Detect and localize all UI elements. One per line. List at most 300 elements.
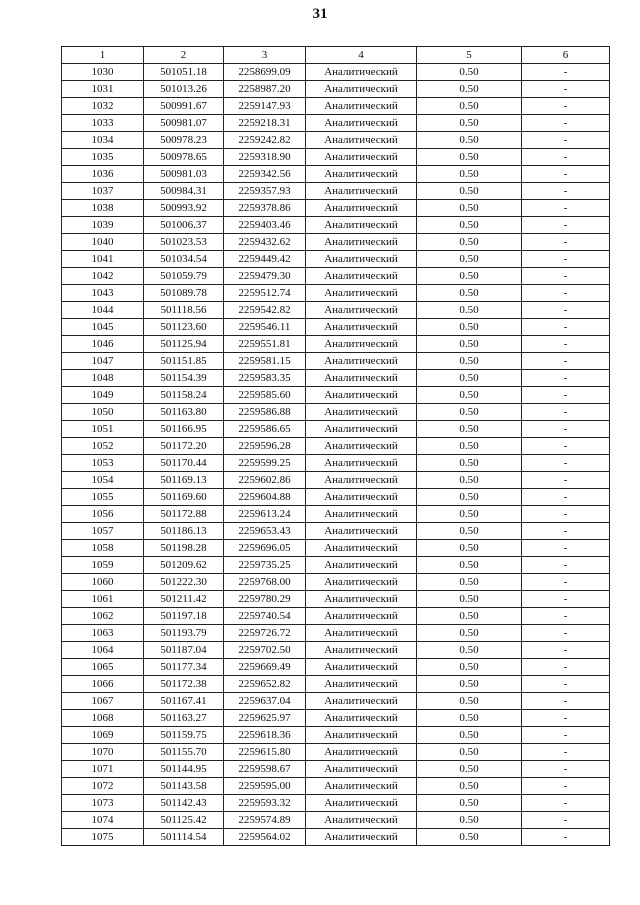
- cell-y-coordinate: 2259378.86: [224, 200, 306, 217]
- cell-x-coordinate: 501177.34: [144, 659, 224, 676]
- cell-x-coordinate: 501123.60: [144, 319, 224, 336]
- cell-y-coordinate: 2259615.80: [224, 744, 306, 761]
- cell-y-coordinate: 2259581.15: [224, 353, 306, 370]
- cell-note: -: [522, 98, 610, 115]
- table-row: [62, 778, 610, 795]
- cell-method: Аналитический: [306, 285, 417, 302]
- table-row: [62, 98, 610, 115]
- cell-note: -: [522, 693, 610, 710]
- table-row: [62, 285, 610, 302]
- cell-y-coordinate: 2259604.88: [224, 489, 306, 506]
- cell-point-number: 1044: [62, 302, 144, 319]
- table-row: [62, 693, 610, 710]
- cell-y-coordinate: 2259596.28: [224, 438, 306, 455]
- cell-x-coordinate: 501172.20: [144, 438, 224, 455]
- table-row: [62, 268, 610, 285]
- cell-y-coordinate: 2259147.93: [224, 98, 306, 115]
- cell-accuracy: 0.50: [417, 472, 522, 489]
- cell-x-coordinate: 501125.42: [144, 812, 224, 829]
- cell-accuracy: 0.50: [417, 183, 522, 200]
- table-row: [62, 540, 610, 557]
- cell-note: -: [522, 200, 610, 217]
- cell-note: -: [522, 285, 610, 302]
- cell-method: Аналитический: [306, 761, 417, 778]
- cell-note: -: [522, 166, 610, 183]
- cell-point-number: 1051: [62, 421, 144, 438]
- cell-point-number: 1043: [62, 285, 144, 302]
- cell-note: -: [522, 64, 610, 81]
- table-row: [62, 829, 610, 846]
- cell-note: -: [522, 676, 610, 693]
- cell-method: Аналитический: [306, 540, 417, 557]
- cell-note: -: [522, 149, 610, 166]
- table-row: [62, 591, 610, 608]
- cell-point-number: 1030: [62, 64, 144, 81]
- cell-x-coordinate: 500991.67: [144, 98, 224, 115]
- cell-point-number: 1068: [62, 710, 144, 727]
- table-row: [62, 64, 610, 81]
- cell-y-coordinate: 2259768.00: [224, 574, 306, 591]
- cell-accuracy: 0.50: [417, 693, 522, 710]
- cell-x-coordinate: 501170.44: [144, 455, 224, 472]
- cell-x-coordinate: 501172.38: [144, 676, 224, 693]
- cell-accuracy: 0.50: [417, 217, 522, 234]
- cell-point-number: 1058: [62, 540, 144, 557]
- cell-y-coordinate: 2259357.93: [224, 183, 306, 200]
- cell-note: -: [522, 795, 610, 812]
- table-row: [62, 574, 610, 591]
- cell-note: -: [522, 812, 610, 829]
- cell-y-coordinate: 2259403.46: [224, 217, 306, 234]
- cell-x-coordinate: 501154.39: [144, 370, 224, 387]
- table-row: [62, 744, 610, 761]
- cell-x-coordinate: 501163.27: [144, 710, 224, 727]
- table-row: [62, 234, 610, 251]
- cell-accuracy: 0.50: [417, 574, 522, 591]
- cell-accuracy: 0.50: [417, 795, 522, 812]
- cell-y-coordinate: 2259696.05: [224, 540, 306, 557]
- cell-method: Аналитический: [306, 523, 417, 540]
- table-row: [62, 217, 610, 234]
- cell-note: -: [522, 438, 610, 455]
- cell-x-coordinate: 501197.18: [144, 608, 224, 625]
- cell-y-coordinate: 2259242.82: [224, 132, 306, 149]
- cell-note: -: [522, 608, 610, 625]
- cell-accuracy: 0.50: [417, 64, 522, 81]
- cell-y-coordinate: 2259583.35: [224, 370, 306, 387]
- cell-x-coordinate: 501143.58: [144, 778, 224, 795]
- cell-method: Аналитический: [306, 251, 417, 268]
- cell-accuracy: 0.50: [417, 370, 522, 387]
- cell-note: -: [522, 574, 610, 591]
- header-row: [62, 47, 610, 64]
- cell-point-number: 1062: [62, 608, 144, 625]
- cell-x-coordinate: 501222.30: [144, 574, 224, 591]
- cell-accuracy: 0.50: [417, 98, 522, 115]
- cell-y-coordinate: 2259599.25: [224, 455, 306, 472]
- cell-note: -: [522, 302, 610, 319]
- cell-method: Аналитический: [306, 795, 417, 812]
- table-row: [62, 166, 610, 183]
- cell-x-coordinate: 501089.78: [144, 285, 224, 302]
- table-row: [62, 319, 610, 336]
- cell-y-coordinate: 2259318.90: [224, 149, 306, 166]
- cell-accuracy: 0.50: [417, 455, 522, 472]
- cell-x-coordinate: 501159.75: [144, 727, 224, 744]
- column-header-6: 6: [522, 47, 610, 64]
- cell-y-coordinate: 2259551.81: [224, 336, 306, 353]
- cell-method: Аналитический: [306, 234, 417, 251]
- table-row: [62, 642, 610, 659]
- cell-accuracy: 0.50: [417, 659, 522, 676]
- cell-note: -: [522, 489, 610, 506]
- cell-accuracy: 0.50: [417, 761, 522, 778]
- cell-method: Аналитический: [306, 387, 417, 404]
- cell-method: Аналитический: [306, 98, 417, 115]
- cell-accuracy: 0.50: [417, 778, 522, 795]
- cell-note: -: [522, 625, 610, 642]
- cell-method: Аналитический: [306, 642, 417, 659]
- cell-y-coordinate: 2259564.02: [224, 829, 306, 846]
- cell-note: -: [522, 557, 610, 574]
- table-header: [62, 47, 610, 64]
- cell-point-number: 1048: [62, 370, 144, 387]
- cell-x-coordinate: 501166.95: [144, 421, 224, 438]
- cell-method: Аналитический: [306, 353, 417, 370]
- cell-point-number: 1067: [62, 693, 144, 710]
- cell-note: -: [522, 251, 610, 268]
- cell-accuracy: 0.50: [417, 710, 522, 727]
- cell-note: -: [522, 829, 610, 846]
- cell-x-coordinate: 501013.26: [144, 81, 224, 98]
- cell-method: Аналитический: [306, 81, 417, 98]
- cell-method: Аналитический: [306, 489, 417, 506]
- cell-point-number: 1071: [62, 761, 144, 778]
- cell-point-number: 1034: [62, 132, 144, 149]
- cell-y-coordinate: 2259652.82: [224, 676, 306, 693]
- cell-method: Аналитический: [306, 744, 417, 761]
- cell-x-coordinate: 501142.43: [144, 795, 224, 812]
- cell-accuracy: 0.50: [417, 591, 522, 608]
- cell-accuracy: 0.50: [417, 251, 522, 268]
- cell-point-number: 1059: [62, 557, 144, 574]
- cell-note: -: [522, 778, 610, 795]
- cell-x-coordinate: 501114.54: [144, 829, 224, 846]
- table-row: [62, 455, 610, 472]
- cell-point-number: 1072: [62, 778, 144, 795]
- cell-method: Аналитический: [306, 608, 417, 625]
- cell-accuracy: 0.50: [417, 676, 522, 693]
- cell-x-coordinate: 501186.13: [144, 523, 224, 540]
- cell-accuracy: 0.50: [417, 149, 522, 166]
- cell-y-coordinate: 2259598.67: [224, 761, 306, 778]
- cell-point-number: 1063: [62, 625, 144, 642]
- cell-note: -: [522, 761, 610, 778]
- cell-note: -: [522, 659, 610, 676]
- table-row: [62, 523, 610, 540]
- cell-note: -: [522, 744, 610, 761]
- cell-point-number: 1055: [62, 489, 144, 506]
- cell-accuracy: 0.50: [417, 302, 522, 319]
- cell-accuracy: 0.50: [417, 744, 522, 761]
- cell-x-coordinate: 501034.54: [144, 251, 224, 268]
- cell-accuracy: 0.50: [417, 200, 522, 217]
- table-row: [62, 506, 610, 523]
- cell-point-number: 1050: [62, 404, 144, 421]
- cell-method: Аналитический: [306, 132, 417, 149]
- cell-y-coordinate: 2259542.82: [224, 302, 306, 319]
- cell-y-coordinate: 2259625.97: [224, 710, 306, 727]
- table-row: [62, 200, 610, 217]
- cell-note: -: [522, 353, 610, 370]
- cell-point-number: 1052: [62, 438, 144, 455]
- cell-accuracy: 0.50: [417, 285, 522, 302]
- cell-method: Аналитический: [306, 183, 417, 200]
- cell-y-coordinate: 2259735.25: [224, 557, 306, 574]
- cell-point-number: 1035: [62, 149, 144, 166]
- cell-note: -: [522, 132, 610, 149]
- cell-note: -: [522, 727, 610, 744]
- cell-point-number: 1040: [62, 234, 144, 251]
- table-row: [62, 336, 610, 353]
- cell-method: Аналитический: [306, 217, 417, 234]
- cell-x-coordinate: 501193.79: [144, 625, 224, 642]
- cell-x-coordinate: 501172.88: [144, 506, 224, 523]
- cell-note: -: [522, 387, 610, 404]
- cell-method: Аналитический: [306, 472, 417, 489]
- cell-method: Аналитический: [306, 676, 417, 693]
- cell-note: -: [522, 183, 610, 200]
- cell-x-coordinate: 501051.18: [144, 64, 224, 81]
- cell-note: -: [522, 506, 610, 523]
- cell-y-coordinate: 2259218.31: [224, 115, 306, 132]
- cell-method: Аналитический: [306, 319, 417, 336]
- cell-note: -: [522, 540, 610, 557]
- cell-point-number: 1047: [62, 353, 144, 370]
- cell-accuracy: 0.50: [417, 540, 522, 557]
- cell-x-coordinate: 500978.65: [144, 149, 224, 166]
- table-row: [62, 370, 610, 387]
- cell-method: Аналитический: [306, 693, 417, 710]
- cell-x-coordinate: 501169.60: [144, 489, 224, 506]
- cell-y-coordinate: 2258699.09: [224, 64, 306, 81]
- cell-point-number: 1075: [62, 829, 144, 846]
- cell-accuracy: 0.50: [417, 506, 522, 523]
- cell-x-coordinate: 501211.42: [144, 591, 224, 608]
- cell-point-number: 1036: [62, 166, 144, 183]
- cell-y-coordinate: 2259449.42: [224, 251, 306, 268]
- cell-point-number: 1069: [62, 727, 144, 744]
- cell-accuracy: 0.50: [417, 829, 522, 846]
- column-header-3: 3: [224, 47, 306, 64]
- table-row: [62, 489, 610, 506]
- cell-x-coordinate: 501118.56: [144, 302, 224, 319]
- cell-method: Аналитический: [306, 302, 417, 319]
- cell-x-coordinate: 501167.41: [144, 693, 224, 710]
- cell-note: -: [522, 710, 610, 727]
- cell-x-coordinate: 500993.92: [144, 200, 224, 217]
- cell-point-number: 1031: [62, 81, 144, 98]
- cell-accuracy: 0.50: [417, 727, 522, 744]
- cell-method: Аналитический: [306, 115, 417, 132]
- cell-method: Аналитический: [306, 336, 417, 353]
- cell-accuracy: 0.50: [417, 387, 522, 404]
- cell-method: Аналитический: [306, 149, 417, 166]
- cell-y-coordinate: 2259602.86: [224, 472, 306, 489]
- table-row: [62, 676, 610, 693]
- table-row: [62, 608, 610, 625]
- cell-accuracy: 0.50: [417, 115, 522, 132]
- cell-x-coordinate: 500981.03: [144, 166, 224, 183]
- cell-method: Аналитический: [306, 421, 417, 438]
- cell-point-number: 1045: [62, 319, 144, 336]
- cell-method: Аналитический: [306, 166, 417, 183]
- cell-accuracy: 0.50: [417, 268, 522, 285]
- cell-x-coordinate: 501151.85: [144, 353, 224, 370]
- cell-x-coordinate: 501006.37: [144, 217, 224, 234]
- cell-accuracy: 0.50: [417, 625, 522, 642]
- table-row: [62, 132, 610, 149]
- cell-x-coordinate: 500984.31: [144, 183, 224, 200]
- cell-note: -: [522, 217, 610, 234]
- cell-method: Аналитический: [306, 200, 417, 217]
- cell-x-coordinate: 501169.13: [144, 472, 224, 489]
- cell-y-coordinate: 2259574.89: [224, 812, 306, 829]
- column-header-1: 1: [62, 47, 144, 64]
- cell-method: Аналитический: [306, 557, 417, 574]
- table-row: [62, 727, 610, 744]
- table-row: [62, 404, 610, 421]
- table-row: [62, 421, 610, 438]
- cell-method: Аналитический: [306, 268, 417, 285]
- cell-point-number: 1033: [62, 115, 144, 132]
- cell-accuracy: 0.50: [417, 81, 522, 98]
- cell-point-number: 1042: [62, 268, 144, 285]
- cell-accuracy: 0.50: [417, 489, 522, 506]
- cell-x-coordinate: 501187.04: [144, 642, 224, 659]
- table-row: [62, 812, 610, 829]
- table-row: [62, 625, 610, 642]
- cell-point-number: 1064: [62, 642, 144, 659]
- cell-point-number: 1041: [62, 251, 144, 268]
- cell-accuracy: 0.50: [417, 166, 522, 183]
- cell-y-coordinate: 2259702.50: [224, 642, 306, 659]
- cell-y-coordinate: 2259669.49: [224, 659, 306, 676]
- cell-y-coordinate: 2259726.72: [224, 625, 306, 642]
- cell-accuracy: 0.50: [417, 608, 522, 625]
- coordinates-table: [61, 46, 610, 846]
- table-row: [62, 438, 610, 455]
- table-row: [62, 557, 610, 574]
- cell-method: Аналитический: [306, 404, 417, 421]
- cell-y-coordinate: 2259586.65: [224, 421, 306, 438]
- cell-point-number: 1037: [62, 183, 144, 200]
- cell-x-coordinate: 501125.94: [144, 336, 224, 353]
- table-row: [62, 183, 610, 200]
- cell-method: Аналитический: [306, 591, 417, 608]
- cell-y-coordinate: 2259432.62: [224, 234, 306, 251]
- cell-x-coordinate: 501163.80: [144, 404, 224, 421]
- cell-note: -: [522, 421, 610, 438]
- cell-y-coordinate: 2259595.00: [224, 778, 306, 795]
- cell-note: -: [522, 455, 610, 472]
- cell-point-number: 1074: [62, 812, 144, 829]
- cell-note: -: [522, 81, 610, 98]
- cell-y-coordinate: 2259586.88: [224, 404, 306, 421]
- cell-point-number: 1065: [62, 659, 144, 676]
- cell-note: -: [522, 523, 610, 540]
- table-row: [62, 353, 610, 370]
- cell-note: -: [522, 472, 610, 489]
- cell-point-number: 1032: [62, 98, 144, 115]
- page-number: 31: [312, 6, 328, 22]
- cell-x-coordinate: 500978.23: [144, 132, 224, 149]
- cell-method: Аналитический: [306, 727, 417, 744]
- table-row: [62, 302, 610, 319]
- table-row: [62, 472, 610, 489]
- cell-y-coordinate: 2259585.60: [224, 387, 306, 404]
- cell-accuracy: 0.50: [417, 319, 522, 336]
- cell-point-number: 1061: [62, 591, 144, 608]
- cell-accuracy: 0.50: [417, 234, 522, 251]
- cell-note: -: [522, 268, 610, 285]
- cell-method: Аналитический: [306, 455, 417, 472]
- cell-method: Аналитический: [306, 778, 417, 795]
- cell-point-number: 1038: [62, 200, 144, 217]
- cell-method: Аналитический: [306, 659, 417, 676]
- cell-method: Аналитический: [306, 625, 417, 642]
- cell-y-coordinate: 2259637.04: [224, 693, 306, 710]
- table-row: [62, 659, 610, 676]
- cell-note: -: [522, 642, 610, 659]
- table-row: [62, 761, 610, 778]
- cell-y-coordinate: 2259593.32: [224, 795, 306, 812]
- table-row: [62, 387, 610, 404]
- cell-accuracy: 0.50: [417, 336, 522, 353]
- cell-y-coordinate: 2259740.54: [224, 608, 306, 625]
- cell-x-coordinate: 501209.62: [144, 557, 224, 574]
- cell-point-number: 1073: [62, 795, 144, 812]
- cell-point-number: 1057: [62, 523, 144, 540]
- cell-point-number: 1053: [62, 455, 144, 472]
- cell-note: -: [522, 319, 610, 336]
- cell-method: Аналитический: [306, 370, 417, 387]
- table-row: [62, 795, 610, 812]
- cell-note: -: [522, 234, 610, 251]
- cell-x-coordinate: 501144.95: [144, 761, 224, 778]
- cell-accuracy: 0.50: [417, 812, 522, 829]
- column-header-4: 4: [306, 47, 417, 64]
- cell-x-coordinate: 501155.70: [144, 744, 224, 761]
- cell-note: -: [522, 336, 610, 353]
- cell-y-coordinate: 2259546.11: [224, 319, 306, 336]
- cell-y-coordinate: 2259653.43: [224, 523, 306, 540]
- cell-y-coordinate: 2259479.30: [224, 268, 306, 285]
- cell-method: Аналитический: [306, 64, 417, 81]
- cell-y-coordinate: 2259618.36: [224, 727, 306, 744]
- cell-accuracy: 0.50: [417, 642, 522, 659]
- cell-method: Аналитический: [306, 710, 417, 727]
- cell-note: -: [522, 591, 610, 608]
- cell-method: Аналитический: [306, 506, 417, 523]
- cell-x-coordinate: 501198.28: [144, 540, 224, 557]
- cell-y-coordinate: 2259780.29: [224, 591, 306, 608]
- cell-y-coordinate: 2258987.20: [224, 81, 306, 98]
- cell-method: Аналитический: [306, 812, 417, 829]
- cell-y-coordinate: 2259512.74: [224, 285, 306, 302]
- table-row: [62, 149, 610, 166]
- cell-point-number: 1070: [62, 744, 144, 761]
